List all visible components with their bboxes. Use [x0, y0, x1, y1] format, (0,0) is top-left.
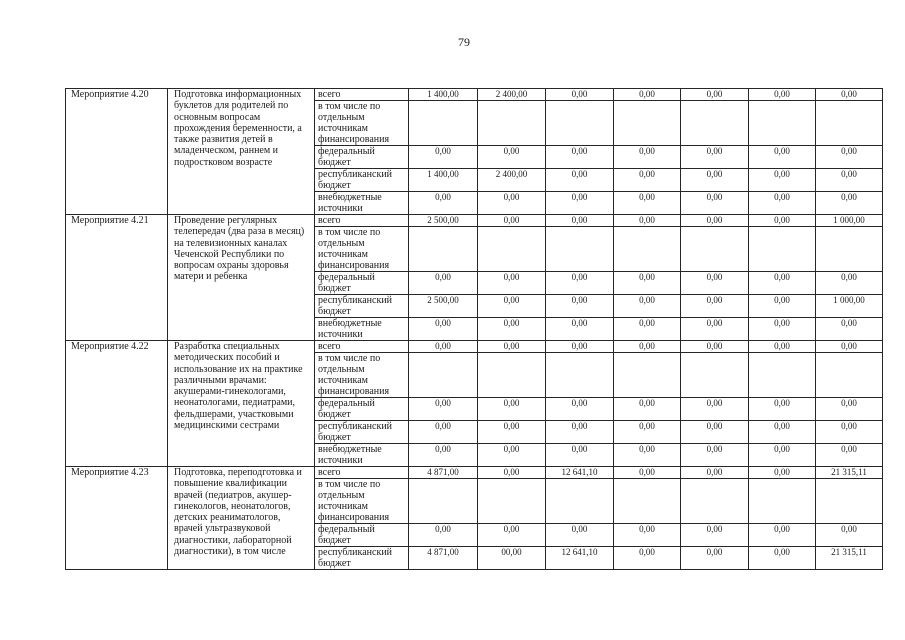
amount-cell: 0,00 — [478, 295, 546, 318]
amount-cell: 0,00 — [614, 169, 681, 192]
funding-source-label: республиканский бюджет — [315, 295, 409, 318]
amount-cell: 0,00 — [816, 89, 883, 101]
amount-cell — [409, 227, 478, 272]
amount-cell: 0,00 — [478, 524, 546, 547]
amount-cell — [816, 479, 883, 524]
funding-source-label: федеральный бюджет — [315, 524, 409, 547]
amount-cell: 0,00 — [478, 318, 546, 341]
measure-description-text: Проведение регулярных телепередач (два раза в месяц) на телевизионных каналах Чеченской Республики по вопросам охраны здоровья матери и ребенка — [174, 215, 305, 283]
amount-cell: 0,00 — [816, 398, 883, 421]
amount-cell: 0,00 — [614, 272, 681, 295]
amount-cell: 0,00 — [546, 146, 614, 169]
amount-cell: 0,00 — [816, 524, 883, 547]
amount-cell: 0,00 — [546, 398, 614, 421]
amount-cell — [409, 101, 478, 146]
amount-cell: 0,00 — [614, 524, 681, 547]
funding-source-label: всего — [315, 215, 409, 227]
measure-description-text: Разработка специальных методических пособий и использование их на практике различными врачами: акушерами-гинекологами, неонатологами, педиатрами, фельдшерами, участковыми медицинскими сестрами — [174, 341, 303, 432]
measure-description-text: Подготовка, переподготовка и повышение квалификации врачей (педиатров, акушер-гинекологов, неонатологов, детских реаниматологов, врачей ультразвуковой диагностики, лабораторной диагностики), в том числе — [174, 467, 302, 558]
amount-cell — [546, 353, 614, 398]
funding-row — [66, 89, 883, 101]
funding-source-label: федеральный бюджет — [315, 272, 409, 295]
amount-cell: 0,00 — [749, 398, 816, 421]
amount-cell: 0,00 — [614, 215, 681, 227]
amount-cell: 0,00 — [478, 215, 546, 227]
amount-cell: 0,00 — [749, 295, 816, 318]
amount-cell: 0,00 — [409, 192, 478, 215]
amount-cell — [409, 353, 478, 398]
amount-cell: 0,00 — [681, 215, 749, 227]
amount-cell: 0,00 — [749, 146, 816, 169]
funding-source-label: федеральный бюджет — [315, 146, 409, 169]
amount-cell: 0,00 — [749, 444, 816, 467]
amount-cell — [478, 101, 546, 146]
funding-source-label: федеральный бюджет — [315, 398, 409, 421]
amount-cell: 0,00 — [478, 272, 546, 295]
amount-cell: 0,00 — [681, 192, 749, 215]
amount-cell: 0,00 — [409, 341, 478, 353]
measure-number: Мероприятие 4.23 — [66, 467, 168, 570]
amount-cell: 0,00 — [546, 295, 614, 318]
amount-cell — [614, 353, 681, 398]
amount-cell: 0,00 — [749, 215, 816, 227]
amount-cell: 0,00 — [681, 444, 749, 467]
amount-cell: 0,00 — [749, 169, 816, 192]
amount-cell: 0,00 — [546, 341, 614, 353]
amount-cell: 0,00 — [681, 272, 749, 295]
amount-cell: 0,00 — [614, 444, 681, 467]
amount-cell: 0,00 — [546, 89, 614, 101]
funding-row — [66, 215, 883, 227]
amount-cell: 21 315,11 — [816, 467, 883, 479]
amount-cell: 0,00 — [681, 146, 749, 169]
amount-cell: 12 641,10 — [546, 547, 614, 570]
amount-cell: 0,00 — [681, 89, 749, 101]
funding-source-label: в том числе по отдельным источникам финансирования — [315, 101, 409, 146]
amount-cell: 0,00 — [614, 192, 681, 215]
amount-cell — [614, 227, 681, 272]
amount-cell: 2 400,00 — [478, 169, 546, 192]
page-number: 79 — [458, 35, 470, 49]
amount-cell: 0,00 — [681, 547, 749, 570]
funding-source-label: республиканский бюджет — [315, 547, 409, 570]
amount-cell: 0,00 — [749, 421, 816, 444]
amount-cell: 0,00 — [614, 341, 681, 353]
amount-cell: 0,00 — [749, 89, 816, 101]
amount-cell: 0,00 — [816, 421, 883, 444]
amount-cell: 0,00 — [816, 192, 883, 215]
amount-cell: 1 000,00 — [816, 295, 883, 318]
amount-cell: 0,00 — [409, 146, 478, 169]
funding-source-label: всего — [315, 341, 409, 353]
amount-cell: 21 315,11 — [816, 547, 883, 570]
amount-cell — [681, 353, 749, 398]
amount-cell: 0,00 — [546, 272, 614, 295]
amount-cell — [816, 227, 883, 272]
amount-cell: 0,00 — [614, 89, 681, 101]
amount-cell: 0,00 — [409, 524, 478, 547]
amount-cell: 2 500,00 — [409, 215, 478, 227]
amount-cell: 0,00 — [546, 421, 614, 444]
amount-cell: 0,00 — [546, 318, 614, 341]
amount-cell: 0,00 — [409, 318, 478, 341]
amount-cell: 0,00 — [681, 169, 749, 192]
amount-cell: 00,00 — [478, 547, 546, 570]
amount-cell: 0,00 — [546, 215, 614, 227]
amount-cell: 1 400,00 — [409, 89, 478, 101]
amount-cell — [546, 227, 614, 272]
amount-cell: 0,00 — [478, 341, 546, 353]
amount-cell: 0,00 — [614, 146, 681, 169]
amount-cell: 0,00 — [749, 272, 816, 295]
funding-source-label: внебюджетные источники — [315, 444, 409, 467]
measure-description — [168, 89, 315, 215]
amount-cell: 0,00 — [546, 524, 614, 547]
measures-table — [65, 88, 883, 570]
amount-cell: 0,00 — [749, 341, 816, 353]
measure-description — [168, 341, 315, 467]
amount-cell — [614, 101, 681, 146]
amount-cell: 0,00 — [681, 341, 749, 353]
amount-cell: 12 641,10 — [546, 467, 614, 479]
measure-description — [168, 215, 315, 341]
funding-source-label: в том числе по отдельным источникам финансирования — [315, 227, 409, 272]
amount-cell: 0,00 — [614, 547, 681, 570]
amount-cell — [614, 479, 681, 524]
amount-cell: 0,00 — [614, 467, 681, 479]
amount-cell — [546, 101, 614, 146]
amount-cell: 0,00 — [478, 444, 546, 467]
funding-source-label: всего — [315, 467, 409, 479]
amount-cell: 0,00 — [681, 398, 749, 421]
amount-cell — [749, 353, 816, 398]
amount-cell: 0,00 — [749, 467, 816, 479]
amount-cell: 2 400,00 — [478, 89, 546, 101]
funding-source-label: республиканский бюджет — [315, 421, 409, 444]
funding-row — [66, 341, 883, 353]
amount-cell: 0,00 — [816, 318, 883, 341]
measures-table-body — [66, 89, 883, 570]
amount-cell — [478, 479, 546, 524]
amount-cell: 0,00 — [546, 444, 614, 467]
amount-cell: 0,00 — [681, 295, 749, 318]
funding-source-label: внебюджетные источники — [315, 318, 409, 341]
measure-description-text: Подготовка информационных буклетов для родителей по основным вопросам прохождения беременности, а также развития детей в младенческом, раннем и подростковом возрасте — [174, 89, 302, 168]
amount-cell: 0,00 — [681, 318, 749, 341]
measure-description — [168, 467, 315, 570]
amount-cell: 0,00 — [478, 146, 546, 169]
amount-cell: 0,00 — [546, 169, 614, 192]
amount-cell: 1 000,00 — [816, 215, 883, 227]
amount-cell: 0,00 — [478, 398, 546, 421]
amount-cell — [681, 101, 749, 146]
amount-cell: 0,00 — [478, 421, 546, 444]
funding-row — [66, 467, 883, 479]
funding-source-label: в том числе по отдельным источникам финансирования — [315, 353, 409, 398]
amount-cell: 0,00 — [816, 444, 883, 467]
funding-source-label: республиканский бюджет — [315, 169, 409, 192]
amount-cell: 0,00 — [409, 421, 478, 444]
measure-number: Мероприятие 4.20 — [66, 89, 168, 215]
amount-cell: 4 871,00 — [409, 547, 478, 570]
amount-cell: 0,00 — [749, 192, 816, 215]
funding-source-label: в том числе по отдельным источникам финансирования — [315, 479, 409, 524]
amount-cell: 0,00 — [816, 146, 883, 169]
measure-number: Мероприятие 4.22 — [66, 341, 168, 467]
amount-cell — [409, 479, 478, 524]
amount-cell: 0,00 — [614, 398, 681, 421]
amount-cell: 0,00 — [409, 272, 478, 295]
amount-cell: 0,00 — [614, 295, 681, 318]
amount-cell: 0,00 — [614, 318, 681, 341]
amount-cell — [546, 479, 614, 524]
amount-cell: 0,00 — [816, 272, 883, 295]
amount-cell — [478, 227, 546, 272]
amount-cell: 0,00 — [478, 467, 546, 479]
amount-cell: 0,00 — [409, 444, 478, 467]
amount-cell: 0,00 — [546, 192, 614, 215]
amount-cell: 0,00 — [816, 341, 883, 353]
amount-cell: 1 400,00 — [409, 169, 478, 192]
amount-cell — [749, 101, 816, 146]
funding-source-label: всего — [315, 89, 409, 101]
amount-cell: 0,00 — [681, 524, 749, 547]
amount-cell — [816, 101, 883, 146]
amount-cell: 4 871,00 — [409, 467, 478, 479]
amount-cell — [749, 479, 816, 524]
amount-cell — [681, 227, 749, 272]
amount-cell: 0,00 — [478, 192, 546, 215]
amount-cell: 0,00 — [614, 421, 681, 444]
funding-source-label: внебюджетные источники — [315, 192, 409, 215]
amount-cell: 0,00 — [749, 547, 816, 570]
amount-cell — [749, 227, 816, 272]
amount-cell: 0,00 — [816, 169, 883, 192]
measure-number: Мероприятие 4.21 — [66, 215, 168, 341]
amount-cell: 0,00 — [681, 421, 749, 444]
amount-cell — [681, 479, 749, 524]
amount-cell — [816, 353, 883, 398]
amount-cell: 0,00 — [681, 467, 749, 479]
amount-cell: 0,00 — [749, 318, 816, 341]
amount-cell: 0,00 — [409, 398, 478, 421]
amount-cell — [478, 353, 546, 398]
amount-cell: 2 500,00 — [409, 295, 478, 318]
amount-cell: 0,00 — [749, 524, 816, 547]
